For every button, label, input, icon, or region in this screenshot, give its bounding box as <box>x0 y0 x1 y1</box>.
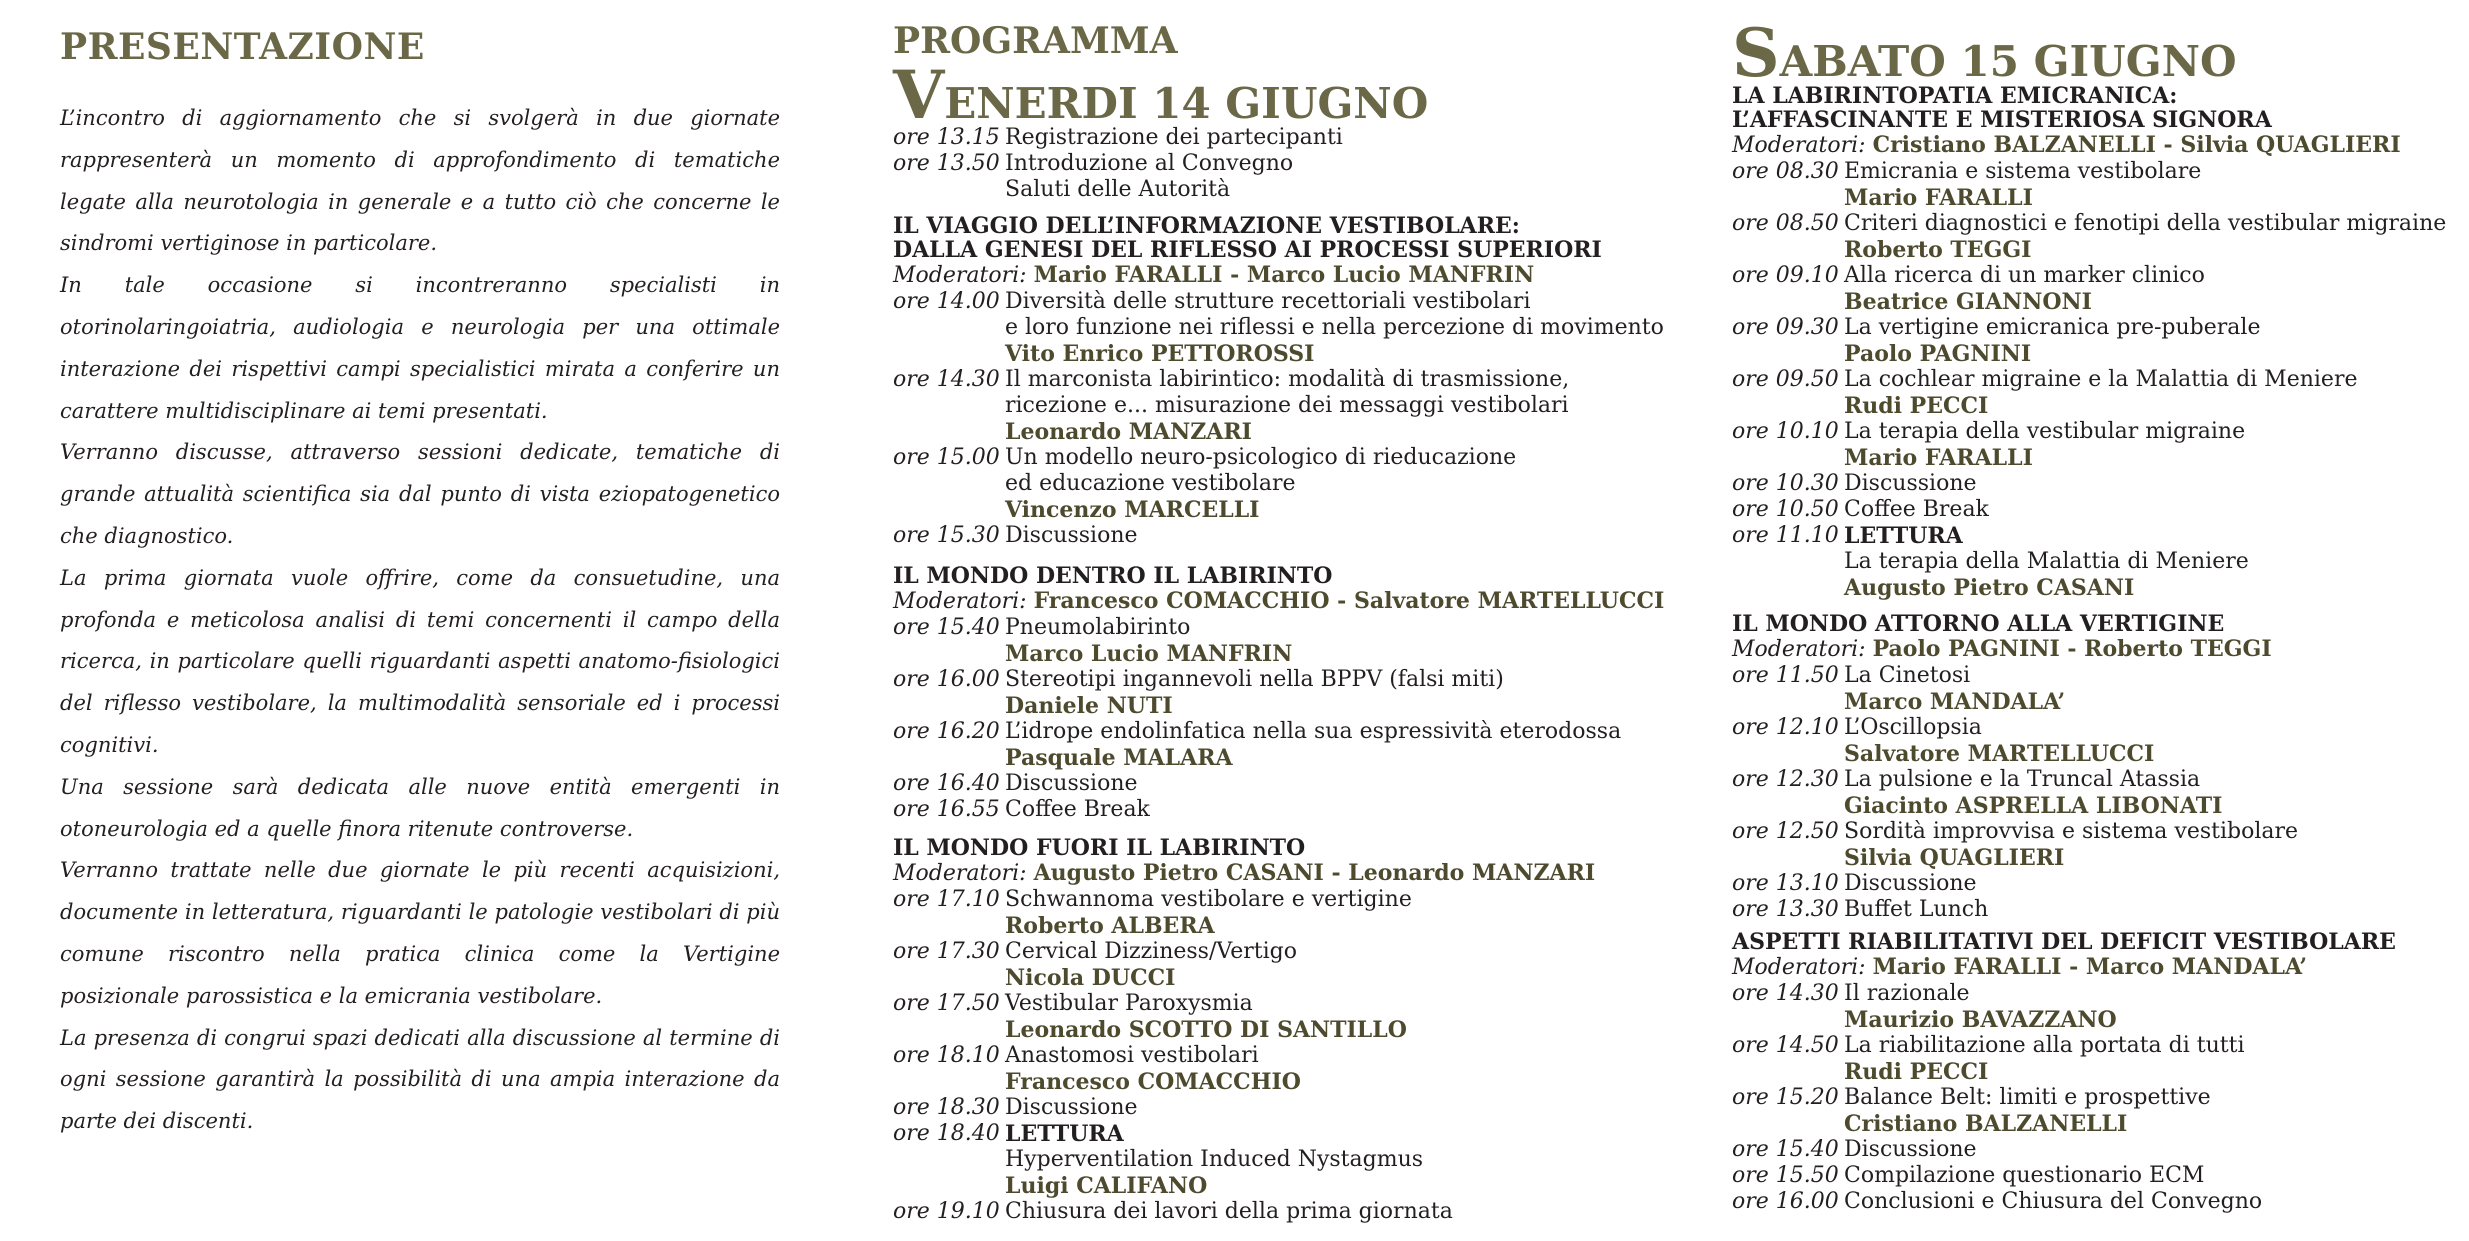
day2-heading <box>1732 14 2237 92</box>
moderators-label: Moderatori: <box>1732 637 1866 662</box>
item-body <box>1005 1095 1673 1121</box>
item-body <box>1005 125 1673 151</box>
item-time: ore 14.30 <box>893 367 1000 392</box>
item-time: ore 15.50 <box>1732 1163 1839 1188</box>
item-time: ore 15.40 <box>893 615 1000 640</box>
item-time: ore 08.50 <box>1732 211 1839 236</box>
moderators-names: Mario FARALLI - Marco Lucio MANFRIN <box>1033 262 1535 288</box>
moderators-label: Moderatori: <box>1732 955 1866 980</box>
item-title: Discussione <box>1844 871 1977 896</box>
item-body <box>1844 1137 2469 1163</box>
speaker-name: Pasquale MALARA <box>1005 745 1233 771</box>
program-item <box>1732 897 2469 923</box>
item-time: ore 10.50 <box>1732 497 1839 522</box>
presentation-text <box>60 98 780 1143</box>
item-time: ore 11.10 <box>1732 523 1839 548</box>
program-title: PROGRAMMA <box>893 20 1178 62</box>
item-title: Alla ricerca di un marker clinico <box>1844 263 2205 288</box>
day2-session-1 <box>1732 84 2469 601</box>
item-title: Discussione <box>1844 1137 1977 1162</box>
item-time: ore 16.55 <box>893 797 1000 822</box>
program-item <box>1732 1189 2469 1215</box>
moderators <box>893 588 1673 615</box>
item-title: ricezione e... misurazione dei messaggi vestibolari <box>1005 393 1569 418</box>
item-title: Vestibular Paroxysmia <box>1005 991 1253 1016</box>
day1-session-3 <box>893 836 1673 1225</box>
item-time: ore 17.10 <box>893 887 1000 912</box>
item-title: Discussione <box>1005 523 1138 548</box>
item-title: Registrazione dei partecipanti <box>1005 125 1343 150</box>
program-item <box>893 887 1673 939</box>
program-item <box>1732 1163 2469 1189</box>
session-title: L’AFFASCINANTE E MISTERIOSA SIGNORA <box>1732 107 2272 133</box>
day2-session-3 <box>1732 930 2469 1215</box>
program-item <box>1732 367 2469 419</box>
program-item <box>1732 819 2469 871</box>
speaker-name: Marco Lucio MANFRIN <box>1005 641 1293 667</box>
program-item <box>893 367 1673 445</box>
moderators-label: Moderatori: <box>893 589 1027 614</box>
program-item <box>1732 1137 2469 1163</box>
program-item <box>893 151 1673 203</box>
item-title: Hyperventilation Induced Nystagmus <box>1005 1147 1424 1172</box>
program-item <box>1732 715 2469 767</box>
item-title: e loro funzione nei riflessi e nella percezione di movimento <box>1005 315 1664 340</box>
item-title: Conclusioni e Chiusura del Convegno <box>1844 1189 2263 1214</box>
item-body <box>1005 367 1673 445</box>
item-title: Anastomosi vestibolari <box>1005 1043 1259 1068</box>
item-time: ore 18.40 <box>893 1121 1000 1146</box>
speaker-name: Maurizio BAVAZZANO <box>1844 1007 2117 1033</box>
program-item <box>1732 497 2469 523</box>
paragraph: Verranno trattate nelle due giornate le più recenti acquisizioni, documente in letteratura, riguardanti le patologie vestibolari di più comune riscontro nella pratica clinica come la Vertigine posizionale parossistica e la emicrania vestibolare. <box>60 858 780 1008</box>
item-time: ore 14.50 <box>1732 1033 1839 1058</box>
item-body <box>1844 159 2469 211</box>
program-item <box>1732 419 2469 471</box>
item-time: ore 14.00 <box>893 289 1000 314</box>
item-body <box>1005 1043 1673 1095</box>
item-title: Discussione <box>1005 771 1138 796</box>
program-item <box>893 1199 1673 1225</box>
item-time: ore 16.20 <box>893 719 1000 744</box>
item-body <box>1005 719 1673 771</box>
speaker-name: Daniele NUTI <box>1005 693 1173 719</box>
item-time: ore 11.50 <box>1732 663 1839 688</box>
lecture-label: LETTURA <box>1844 523 1963 549</box>
item-title: Coffee Break <box>1844 497 1989 522</box>
item-body <box>1844 819 2469 871</box>
speaker-name: Marco MANDALA’ <box>1844 689 2066 715</box>
program-item <box>1732 159 2469 211</box>
speaker-name: Rudi PECCI <box>1844 1059 1989 1085</box>
program-item <box>893 445 1673 523</box>
moderators-names: Paolo PAGNINI - Roberto TEGGI <box>1872 636 2272 662</box>
item-time: ore 09.50 <box>1732 367 1839 392</box>
item-time: ore 13.10 <box>1732 871 1839 896</box>
item-time: ore 10.10 <box>1732 419 1839 444</box>
item-time: ore 18.10 <box>893 1043 1000 1068</box>
item-body <box>1844 315 2469 367</box>
speaker-name: Nicola DUCCI <box>1005 965 1176 991</box>
item-time: ore 15.40 <box>1732 1137 1839 1162</box>
item-title: La riabilitazione alla portata di tutti <box>1844 1033 2245 1058</box>
item-body <box>1005 797 1673 823</box>
session-title: IL MONDO DENTRO IL LABIRINTO <box>893 563 1333 589</box>
speaker-name: Vincenzo MARCELLI <box>1005 497 1260 523</box>
item-body <box>1844 211 2469 263</box>
item-time: ore 13.30 <box>1732 897 1839 922</box>
speaker-name: Cristiano BALZANELLI <box>1844 1111 2128 1137</box>
item-title: Discussione <box>1005 1095 1138 1120</box>
item-title: L’idrope endolinfatica nella sua espressività eterodossa <box>1005 719 1622 744</box>
session-items <box>893 615 1673 823</box>
program-item <box>893 615 1673 667</box>
program-item <box>1732 1085 2469 1137</box>
session-items <box>893 289 1673 549</box>
item-body <box>1005 151 1673 203</box>
session-items <box>1732 663 2469 923</box>
item-title: Introduzione al Convegno <box>1005 151 1294 176</box>
speaker-name: Silvia QUAGLIERI <box>1844 845 2065 871</box>
program-item <box>893 667 1673 719</box>
item-body <box>1844 367 2469 419</box>
program-item <box>1732 871 2469 897</box>
item-title: Chiusura dei lavori della prima giornata <box>1005 1199 1453 1224</box>
program-item <box>1732 471 2469 497</box>
speaker-name: Roberto ALBERA <box>1005 913 1215 939</box>
moderators-names: Mario FARALLI - Marco MANDALA’ <box>1872 954 2308 980</box>
item-time: ore 16.00 <box>1732 1189 1839 1214</box>
item-title: Sordità improvvisa e sistema vestibolare <box>1844 819 2299 844</box>
item-body <box>1005 1121 1673 1199</box>
speaker-name: Leonardo MANZARI <box>1005 419 1252 445</box>
session-items <box>1732 159 2469 601</box>
session-items <box>1732 981 2469 1215</box>
item-time: ore 15.00 <box>893 445 1000 470</box>
speaker-name: Augusto Pietro CASANI <box>1844 575 2135 601</box>
program-item <box>1732 263 2469 315</box>
moderators <box>893 262 1673 289</box>
item-time: ore 12.10 <box>1732 715 1839 740</box>
item-title: Il marconista labirintico: modalità di trasmissione, <box>1005 367 1570 392</box>
item-body <box>1844 871 2469 897</box>
item-time: ore 17.30 <box>893 939 1000 964</box>
item-title: Cervical Dizziness/Vertigo <box>1005 939 1297 964</box>
item-title: La vertigine emicranica pre-puberale <box>1844 315 2261 340</box>
day1-heading <box>893 56 1429 134</box>
item-title: Buffet Lunch <box>1844 897 1989 922</box>
item-title: Il razionale <box>1844 981 1970 1006</box>
day1-session-2 <box>893 564 1673 823</box>
item-body <box>1844 471 2469 497</box>
item-body <box>1844 981 2469 1033</box>
speaker-name: Mario FARALLI <box>1844 445 2033 471</box>
day1-heading-initial: V <box>893 56 945 134</box>
speaker-name: Salvatore MARTELLUCCI <box>1844 741 2155 767</box>
item-title: ed educazione vestibolare <box>1005 471 1296 496</box>
item-body <box>1005 991 1673 1043</box>
item-body <box>1005 523 1673 549</box>
item-body <box>1844 1189 2469 1215</box>
moderators-names: Francesco COMACCHIO - Salvatore MARTELLUCCI <box>1033 588 1665 614</box>
item-title: Coffee Break <box>1005 797 1150 822</box>
day2-session-2 <box>1732 612 2469 923</box>
item-time: ore 15.20 <box>1732 1085 1839 1110</box>
session-title: IL MONDO ATTORNO ALLA VERTIGINE <box>1732 611 2225 637</box>
program-item <box>893 523 1673 549</box>
program-item <box>1732 663 2469 715</box>
moderators-names: Cristiano BALZANELLI - Silvia QUAGLIERI <box>1872 132 2401 158</box>
session-title: ASPETTI RIABILITATIVI DEL DEFICIT VESTIBOLARE <box>1732 929 2396 955</box>
speaker-name: Beatrice GIANNONI <box>1844 289 2092 315</box>
day1-opening <box>893 125 1673 203</box>
day1-heading-rest: ENERDI 14 GIUGNO <box>944 79 1429 128</box>
item-title: Criteri diagnostici e fenotipi della vestibular migraine <box>1844 211 2447 236</box>
item-body <box>1844 1163 2469 1189</box>
item-title: Un modello neuro-psicologico di rieducazione <box>1005 445 1517 470</box>
item-title: Balance Belt: limiti e prospettive <box>1844 1085 2211 1110</box>
program-item <box>893 719 1673 771</box>
item-body <box>1844 897 2469 923</box>
item-body <box>1844 663 2469 715</box>
item-title: Schwannoma vestibolare e vertigine <box>1005 887 1412 912</box>
item-title: La terapia della vestibular migraine <box>1844 419 2246 444</box>
speaker-name: Luigi CALIFANO <box>1005 1173 1208 1199</box>
item-time: ore 13.15 <box>893 125 1000 150</box>
item-body <box>1844 1033 2469 1085</box>
item-title: Diversità delle strutture recettoriali vestibolari <box>1005 289 1531 314</box>
item-body <box>1844 419 2469 471</box>
program-item <box>893 771 1673 797</box>
speaker-name: Giacinto ASPRELLA LIBONATI <box>1844 793 2223 819</box>
day2-heading-rest: ABATO 15 GIUGNO <box>1779 37 2237 86</box>
paragraph: Verranno discusse, attraverso sessioni dedicate, tematiche di grande attualità scientifica sia dal punto di vista eziopatogenetico che diagnostico. <box>60 440 780 548</box>
item-title: La cochlear migraine e la Malattia di Meniere <box>1844 367 2358 392</box>
program-item <box>1732 523 2469 601</box>
session-title: IL MONDO FUORI IL LABIRINTO <box>893 835 1306 861</box>
program-item <box>1732 981 2469 1033</box>
item-time: ore 09.10 <box>1732 263 1839 288</box>
session-items <box>893 887 1673 1225</box>
speaker-name: Paolo PAGNINI <box>1844 341 2032 367</box>
item-title: La Cinetosi <box>1844 663 1971 688</box>
item-body <box>1005 667 1673 719</box>
moderators-label: Moderatori: <box>893 263 1027 288</box>
paragraph: L’incontro di aggiornamento che si svolgerà in due giornate rappresenterà un momento di approfondimento di tematiche legate alla neurotologia in generale e a tutto ciò che concerne le sindromi vertiginose in particolare. <box>60 106 780 256</box>
program-item <box>893 1043 1673 1095</box>
item-time: ore 18.30 <box>893 1095 1000 1120</box>
item-body <box>1844 767 2469 819</box>
program-item <box>1732 1033 2469 1085</box>
program-item <box>893 289 1673 367</box>
program-item <box>893 125 1673 151</box>
item-body <box>1005 939 1673 991</box>
moderators-label: Moderatori: <box>1732 133 1866 158</box>
item-title: La terapia della Malattia di Meniere <box>1844 549 2249 574</box>
item-body <box>1005 771 1673 797</box>
paragraph: In tale occasione si incontreranno specialisti in otorinolaringoiatria, audiologia e neurologia per una ottimale interazione dei rispettivi campi specialistici mirata a conferire un carattere multidisciplinare ai temi presentati. <box>60 273 780 423</box>
session-title: IL VIAGGIO DELL’INFORMAZIONE VESTIBOLARE: <box>893 213 1520 239</box>
item-time: ore 10.30 <box>1732 471 1839 496</box>
item-title: Compilazione questionario ECM <box>1844 1163 2205 1188</box>
item-time: ore 15.30 <box>893 523 1000 548</box>
program-item <box>1732 315 2469 367</box>
lecture-label: LETTURA <box>1005 1121 1124 1147</box>
program-item <box>893 991 1673 1043</box>
day2-heading-initial: S <box>1732 14 1780 92</box>
moderators <box>1732 132 2469 159</box>
paragraph: La prima giornata vuole offrire, come da consuetudine, una profonda e meticolosa analisi di temi concernenti il campo della ricerca, in particolare quelli riguardanti aspetti anatomo-fisiologici del riflesso vestibolare, la multimodalità sensoriale ed i processi cognitivi. <box>60 565 780 757</box>
item-time: ore 13.50 <box>893 151 1000 176</box>
item-body <box>1844 1085 2469 1137</box>
moderators-label: Moderatori: <box>893 861 1027 886</box>
program-item <box>893 939 1673 991</box>
item-body <box>1844 523 2469 601</box>
program-item <box>893 1121 1673 1199</box>
speaker-name: Francesco COMACCHIO <box>1005 1069 1301 1095</box>
program-item <box>893 797 1673 823</box>
item-body <box>1005 445 1673 523</box>
moderators-names: Augusto Pietro CASANI - Leonardo MANZARI <box>1033 860 1596 886</box>
moderators <box>893 860 1673 887</box>
program-item <box>893 1095 1673 1121</box>
day1-session-1 <box>893 214 1673 549</box>
item-time: ore 17.50 <box>893 991 1000 1016</box>
item-body <box>1005 887 1673 939</box>
paragraph: La presenza di congrui spazi dedicati alla discussione al termine di ogni sessione garantirà la possibilità di una ampia interazione da parte dei discenti. <box>60 1025 780 1134</box>
presentation-title: PRESENTAZIONE <box>60 26 425 68</box>
item-time: ore 16.40 <box>893 771 1000 796</box>
item-body <box>1005 1199 1673 1225</box>
item-title: Saluti delle Autorità <box>1005 177 1231 202</box>
speaker-name: Mario FARALLI <box>1844 185 2033 211</box>
session-title: LA LABIRINTOPATIA EMICRANICA: <box>1732 83 2178 109</box>
paragraph: Una sessione sarà dedicata alle nuove entità emergenti in otoneurologia ed a quelle finora ritenute controverse. <box>60 774 780 841</box>
item-title: La pulsione e la Truncal Atassia <box>1844 767 2201 792</box>
item-time: ore 08.30 <box>1732 159 1839 184</box>
item-body <box>1005 289 1673 367</box>
item-body <box>1844 715 2469 767</box>
item-time: ore 16.00 <box>893 667 1000 692</box>
item-title: Discussione <box>1844 471 1977 496</box>
item-title: Emicrania e sistema vestibolare <box>1844 159 2202 184</box>
item-time: ore 12.50 <box>1732 819 1839 844</box>
item-title: Pneumolabirinto <box>1005 615 1191 640</box>
moderators <box>1732 954 2469 981</box>
speaker-name: Leonardo SCOTTO DI SANTILLO <box>1005 1017 1407 1043</box>
speaker-name: Rudi PECCI <box>1844 393 1989 419</box>
program-item <box>1732 211 2469 263</box>
item-title: L’Oscillopsia <box>1844 715 1982 740</box>
speaker-name: Vito Enrico PETTOROSSI <box>1005 341 1315 367</box>
item-body <box>1844 497 2469 523</box>
item-body <box>1844 263 2469 315</box>
item-time: ore 09.30 <box>1732 315 1839 340</box>
item-body <box>1005 615 1673 667</box>
program-item <box>1732 767 2469 819</box>
session-title: DALLA GENESI DEL RIFLESSO AI PROCESSI SUPERIORI <box>893 237 1602 263</box>
item-time: ore 12.30 <box>1732 767 1839 792</box>
speaker-name: Roberto TEGGI <box>1844 237 2032 263</box>
item-time: ore 14.30 <box>1732 981 1839 1006</box>
moderators <box>1732 636 2469 663</box>
item-title: Stereotipi ingannevoli nella BPPV (falsi miti) <box>1005 667 1504 692</box>
item-time: ore 19.10 <box>893 1199 1000 1224</box>
